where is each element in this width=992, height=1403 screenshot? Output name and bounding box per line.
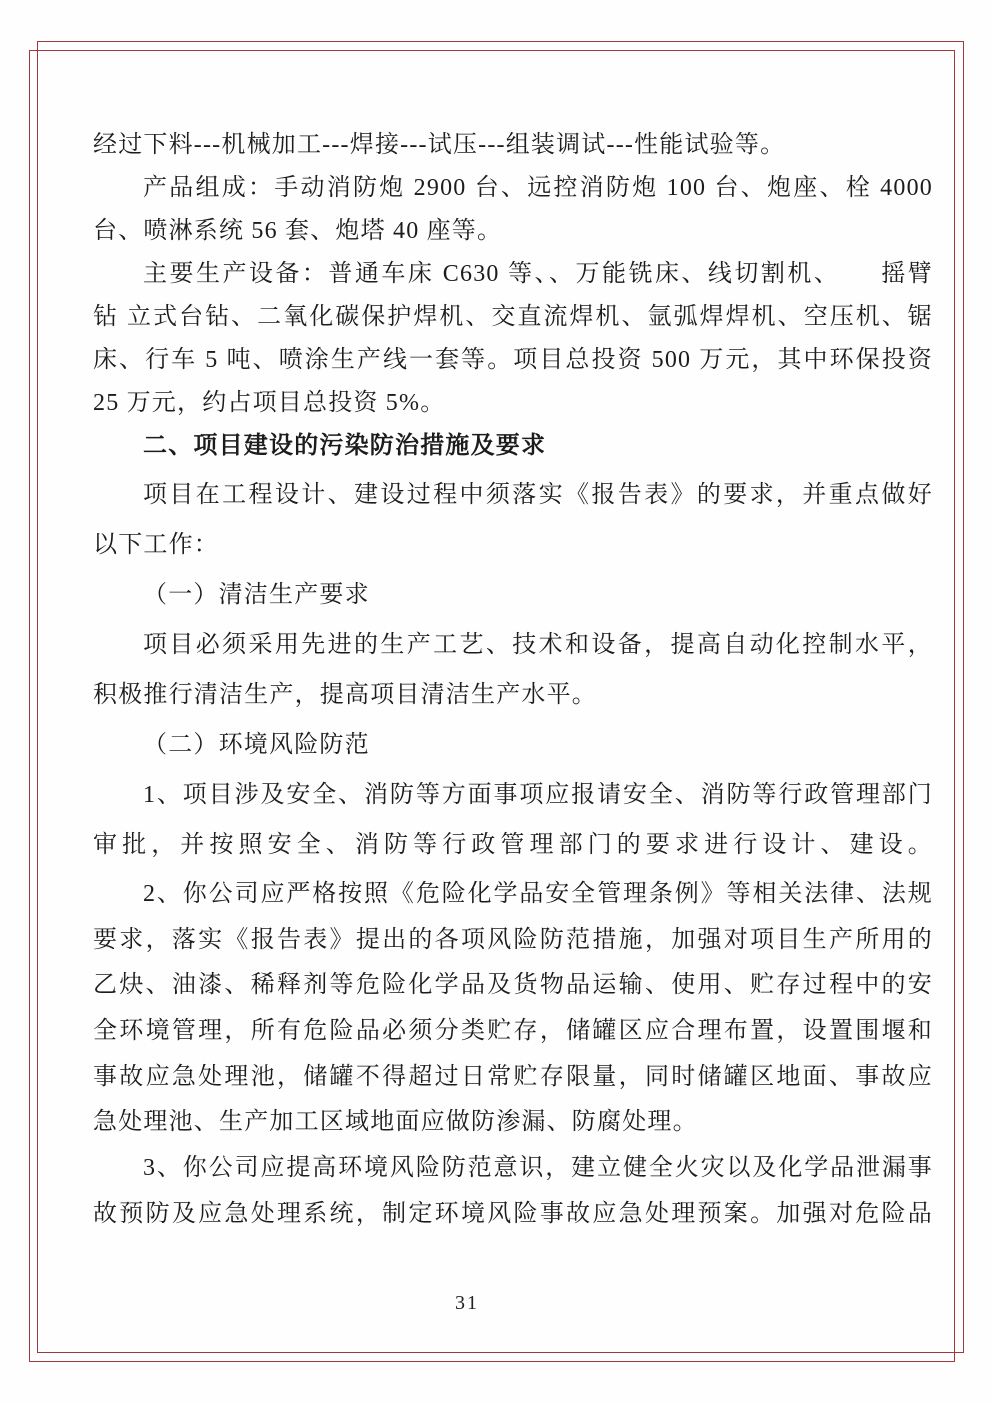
document-body <box>93 0 933 1238</box>
subsection-heading: （二）环境风险防范 <box>143 732 370 758</box>
text-line: 积极推行清洁生产，提高项目清洁生产水平。 <box>93 682 597 708</box>
text-line: 审批，并按照安全、消防等行政管理部门的要求进行设计、建设。 <box>93 832 933 858</box>
section-risk-items <box>93 872 933 1238</box>
text-line: 急处理池、生产加工区域地面应做防渗漏、防腐处理。 <box>93 1109 698 1136</box>
text-line: 产品组成：手动消防炮 2900 台、远控消防炮 100 台、炮座、栓 4000 <box>143 175 933 201</box>
text-line: 床、行车 5 吨、喷涂生产线一套等。项目总投资 500 万元，其中环保投资 <box>93 347 933 373</box>
text-line: 经过下料---机械加工---焊接---试压---组装调试---性能试验等。 <box>93 132 786 158</box>
text-line: 故预防及应急处理系统，制定环境风险事故应急处理预案。加强对危险品 <box>93 1200 933 1227</box>
text-line: 项目必须采用先进的生产工艺、技术和设备，提高自动化控制水平， <box>143 632 933 658</box>
text-line: 主要生产设备：普通车床 C630 等、、万能铣床、线切割机、 摇臂 <box>143 261 933 287</box>
text-line: 乙炔、油漆、稀释剂等危险化学品及货物品运输、使用、贮存过程中的安 <box>93 972 933 999</box>
section-heading: 二、项目建设的污染防治措施及要求 <box>143 433 547 459</box>
text-line: 2、你公司应严格按照《危险化学品安全管理条例》等相关法律、法规 <box>143 881 933 907</box>
text-line: 25 万元，约占项目总投资 5%。 <box>93 390 446 416</box>
section-overview <box>93 124 933 468</box>
section-requirements <box>93 470 933 870</box>
subsection-heading: （一）清洁生产要求 <box>143 582 370 608</box>
text-line: 事故应急处理池，储罐不得超过日常贮存限量，同时储罐区地面、事故应 <box>93 1063 933 1090</box>
text-line: 以下工作： <box>93 532 219 558</box>
text-line: 1、项目涉及安全、消防等方面事项应报请安全、消防等行政管理部门 <box>143 782 933 808</box>
text-line: 钻 立式台钻、二氧化碳保护焊机、交直流焊机、氩弧焊焊机、空压机、锯 <box>93 304 933 330</box>
text-line: 要求，落实《报告表》提出的各项风险防范措施，加强对项目生产所用的 <box>93 926 933 953</box>
text-line: 项目在工程设计、建设过程中须落实《报告表》的要求，并重点做好 <box>143 482 933 508</box>
text-line: 台、喷淋系统 56 套、炮塔 40 座等。 <box>93 218 503 244</box>
text-line: 3、你公司应提高环境风险防范意识，建立健全火灾以及化学品泄漏事 <box>143 1155 933 1182</box>
page-number: 31 <box>455 1292 479 1314</box>
text-line: 全环境管理，所有危险品必须分类贮存，储罐区应合理布置，设置围堰和 <box>93 1018 933 1045</box>
